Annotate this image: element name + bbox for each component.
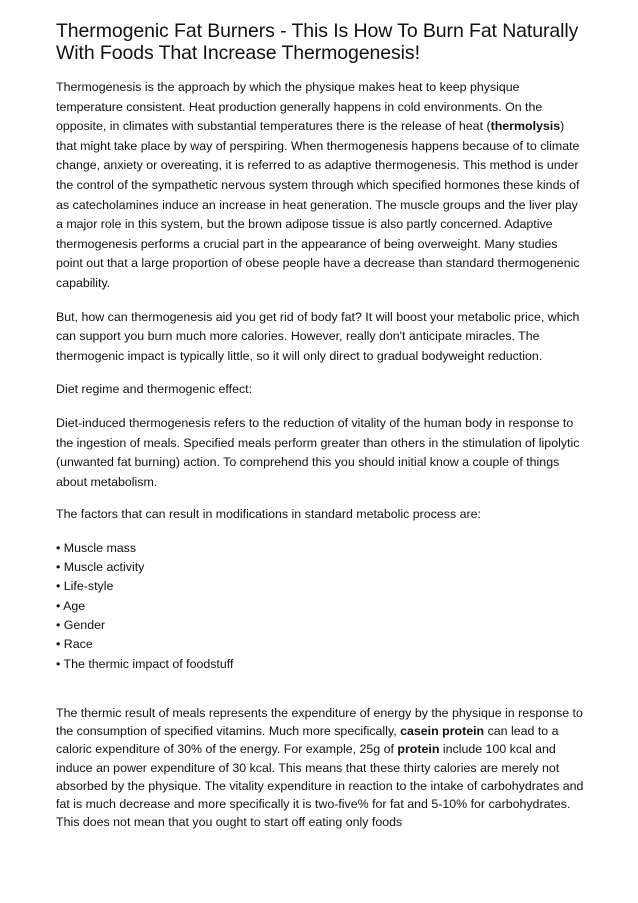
paragraph-factors-intro: The factors that can result in modifications in standard metabolic process are: xyxy=(56,507,481,522)
page-title: Thermogenic Fat Burners - This Is How To Burn Fat Naturally With Foods That Increase Thermogenesis! xyxy=(56,20,579,64)
paragraph-text: The thermic result of meals represents the expenditure of energy by the physique in response to the consumption of specified vitamins. Much more specifically, xyxy=(56,705,583,739)
list-item: • Gender xyxy=(56,618,106,633)
paragraph-text: Thermogenesis is the approach by which the physique makes heat to keep physique temperature consistent. Heat production generally happens in cold environments. On the opposite, in climates with substantial temperatures there is the release of heat ( xyxy=(56,80,543,134)
paragraph-text: include 100 kcal and induce an power expenditure of 30 kcal. This means that these thirty calories are merely not absorbed by the physique. The vitality expenditure in reaction to the intake of carbohydrates and fat is much decrease and more specifically it is two-five% for fat and 5-10% for carbohydrates. This does not mean that you ought to start off eating only foods xyxy=(56,742,584,830)
paragraph-text: ) that might take place by way of perspiring. When thermogenesis happens because of to climate change, anxiety or overeating, it is referred to as adaptive thermogenesis. This method is under the control of the sympathetic nervous system through which specified hormones these kinds of as catecholamines induce an increase in heat generation. The muscle groups and the liver play a major role in this system, but the brown adipose tissue is also partly concerned. Adaptive thermogenesis performs a crucial part in the appearance of being overweight. Many studies point out that a large proportion of obese people have a decrease than standard thermogenenic capability. xyxy=(56,119,580,290)
list-item: • Life-style xyxy=(56,579,114,594)
list-item: • Age xyxy=(56,598,86,613)
bold-term-protein: protein xyxy=(397,742,440,757)
bold-term-thermolysis: thermolysis xyxy=(490,119,561,134)
section-heading-diet: Diet regime and thermogenic effect: xyxy=(56,382,253,397)
bold-term-casein-protein: casein protein xyxy=(400,724,485,739)
list-item: • Race xyxy=(56,637,93,652)
paragraph-thermic-result xyxy=(56,704,586,831)
paragraph-text: can lead to a caloric expenditure of 30% of the energy. For example, 25g of xyxy=(56,724,559,757)
paragraph-thermogenesis-intro xyxy=(56,78,586,294)
list-item: • The thermic impact of foodstuff xyxy=(56,656,234,671)
paragraph-how-thermogenesis-helps: But, how can thermogenesis aid you get rid of body fat? It will boost your metabolic price, which can support you burn much more calories. However, really don't anticipate miracles. The thermogenic impact is typically little, so it will only direct to gradual bodyweight reduction. xyxy=(56,309,580,363)
list-item: • Muscle activity xyxy=(56,560,145,575)
paragraph-diet-induced: Diet-induced thermogenesis refers to the reduction of vitality of the human body in response to the ingestion of meals. Specified meals perform greater than others in the stimulation of lipolytic (unwanted fat burning) action. To comprehend this you should initial know a couple of things about metabolism. xyxy=(56,415,580,489)
factors-list xyxy=(56,539,586,674)
list-item: • Muscle mass xyxy=(56,540,137,555)
